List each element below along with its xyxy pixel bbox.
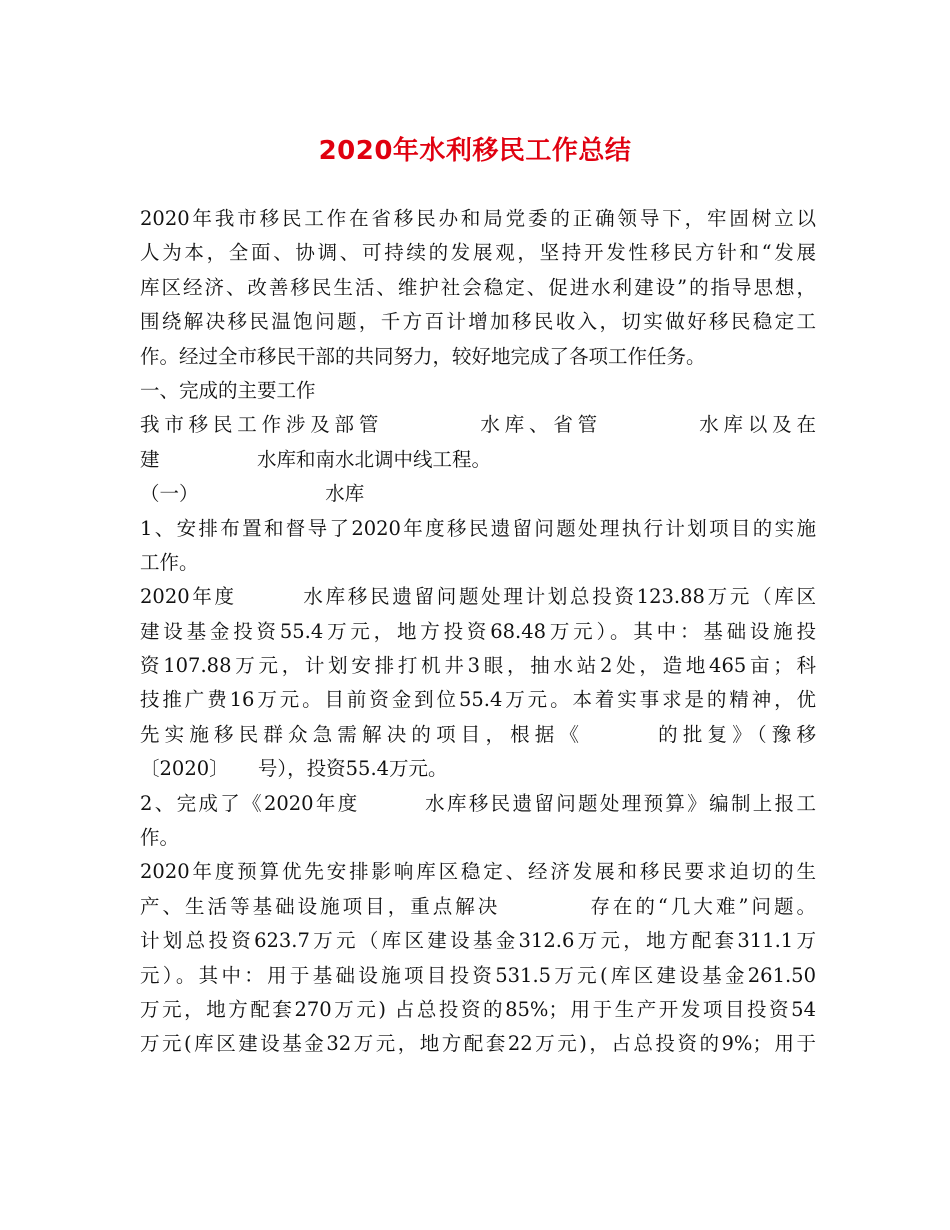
paragraph-line: 技推广费16万元。目前资金到位55.4万元。本着实事求是的精神，优 (140, 688, 816, 712)
paragraph-line: 建 水库和南水北调中线工程。 (140, 447, 492, 471)
paragraph-line: 2020年度预算优先安排影响库区稳定、经济发展和移民要求迫切的生 (140, 860, 816, 884)
paragraph-line: 库区经济、改善移民生活、维护社会稳定、促进水利建设”的指导思想， (140, 275, 816, 299)
paragraph-line: 建设基金投资55.4万元，地方投资68.48万元）。其中：基础设施投 (140, 619, 816, 643)
paragraph-line: 围绕解决移民温饱问题，千方百计增加移民收入，切实做好移民稳定工 (140, 310, 816, 334)
paragraph-line: 1、安排布置和督导了2020年度移民遗留问题处理执行计划项目的实施 (140, 516, 816, 540)
paragraph-line: 资107.88万元，计划安排打机井3眼，抽水站2处，造地465亩；科 (140, 654, 816, 678)
paragraph-line: 我市移民工作涉及部管 水库、省管 水库以及在 (140, 413, 816, 437)
document-title: 2020年水利移民工作总结 (318, 136, 632, 166)
paragraph-line: 计划总投资623.7万元（库区建设基金312.6万元，地方配套311.1万 (140, 929, 816, 953)
paragraph-line: 作。 (140, 826, 180, 850)
paragraph-line: 2、完成了《2020年度 水库移民遗留问题处理预算》编制上报工 (140, 791, 816, 815)
paragraph-line: 作。经过全市移民干部的共同努力，较好地完成了各项工作任务。 (140, 344, 706, 368)
section-heading: 一、完成的主要工作 (140, 378, 316, 402)
paragraph-line: 人为本，全面、协调、可持续的发展观，坚持开发性移民方针和“发展 (140, 241, 816, 265)
subsection-heading: （一） 水库 (140, 482, 365, 506)
document-body (140, 202, 816, 1062)
paragraph-line: 工作。 (140, 550, 199, 574)
paragraph-line: 2020年我市移民工作在省移民办和局党委的正确领导下，牢固树立以 (140, 207, 816, 230)
paragraph-line: 先实施移民群众急需解决的项目，根据《 的批复》（豫移 (140, 722, 816, 746)
paragraph-line: 万元，地方配套270万元) 占总投资的85%；用于生产开发项目投资54 (140, 997, 816, 1021)
paragraph-line: 万元(库区建设基金32万元，地方配套22万元)，占总投资的9%；用于 (140, 1032, 816, 1056)
paragraph-line: 〔2020〕 号），投资55.4万元。 (140, 757, 448, 781)
paragraph-line: 产、生活等基础设施项目，重点解决 存在的“几大难”问题。 (140, 894, 816, 918)
paragraph-line: 2020年度 水库移民遗留问题处理计划总投资123.88万元（库区 (140, 585, 816, 609)
paragraph-line: 元）。其中：用于基础设施项目投资531.5万元(库区建设基金261.50 (140, 963, 816, 987)
